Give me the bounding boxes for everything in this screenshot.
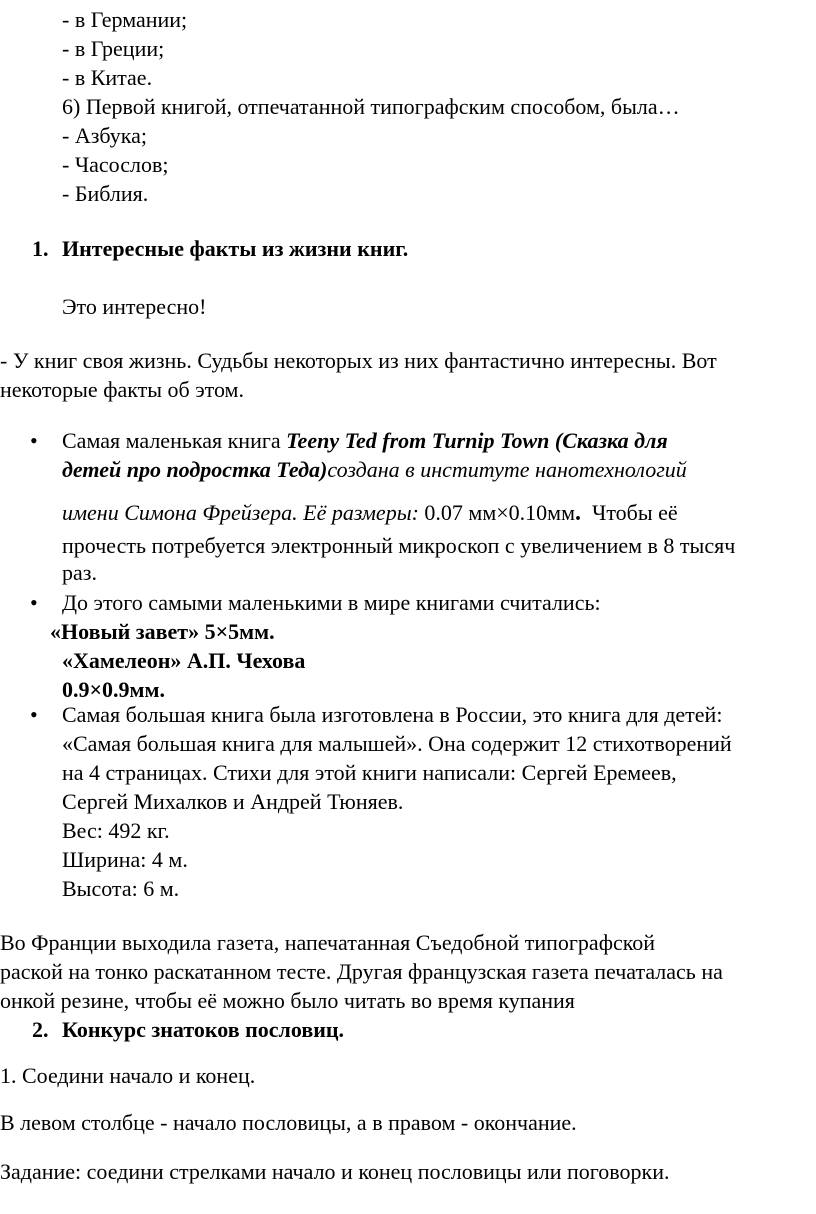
fact3-width: Ширина: 4 м.	[62, 847, 188, 872]
fact3-height: Высота: 6 м.	[62, 876, 180, 901]
fact2-item2: «Хамелеон» А.П. Чехова	[62, 648, 306, 673]
fact3-weight: Вес: 492 кг.	[62, 818, 170, 843]
bullet-fact3: •	[30, 702, 38, 727]
intro-line-1: - У книг своя жизнь. Судьбы некоторых из них фантастично интересны. Вот	[0, 348, 717, 373]
fact3-line3: на 4 страницах. Стихи для этой книги написали: Сергей Еремеев,	[62, 760, 677, 785]
task-2: В левом столбце - начало пословицы, а в правом - окончание.	[0, 1110, 577, 1135]
option-greece: - в Греции;	[62, 36, 165, 61]
fact1-italic-tail: создана в институте нанотехнологий	[327, 457, 687, 482]
fact1-after-size: Чтобы её	[581, 500, 678, 525]
fact1-lead: Самая маленькая книга	[62, 428, 287, 453]
fact2-item1: «Новый завет» 5×5мм.	[50, 619, 275, 644]
france-line-2: раской на тонко раскатанном тесте. Другая французская газета печаталась на	[0, 959, 723, 984]
question-6: 6) Первой книгой, отпечатанной типографским способом, была…	[62, 94, 680, 119]
fact2-item3: 0.9×0.9мм.	[62, 677, 166, 702]
option-china: - в Китае.	[62, 65, 153, 90]
fact1-size: 0.07 мм×0.10мм	[424, 500, 576, 525]
section1-number: 1.	[32, 236, 49, 261]
option-azbuka: - Азбука;	[62, 123, 147, 148]
option-chasoslov: - Часослов;	[62, 152, 169, 177]
fact3-line1: Самая большая книга была изготовлена в России, это книга для детей:	[62, 702, 723, 727]
fact1-line1	[62, 426, 668, 455]
fact1-italic-line3: имени Симона Фрейзера. Её размеры:	[62, 500, 425, 525]
france-line-1: Во Франции выходила газета, напечатанная Съедобной типографской	[0, 930, 656, 955]
fact1-line3	[62, 498, 678, 528]
bullet-fact1: •	[30, 428, 38, 453]
fact1-dot: .	[575, 500, 582, 526]
fact1-line5: раз.	[62, 560, 97, 585]
fact1-book-title-cont: детей про подростка Теда)	[62, 457, 328, 482]
section2-heading: Конкурс знатоков пословиц.	[62, 1017, 345, 1042]
task-1: 1. Соедини начало и конец.	[0, 1063, 256, 1088]
option-germany: - в Германии;	[62, 7, 188, 32]
france-line-3: онкой резине, чтобы её можно было читать во время купания	[0, 988, 575, 1013]
task-3: Задание: соедини стрелками начало и конец пословицы или поговорки.	[0, 1159, 670, 1184]
fact1-line4: прочесть потребуется электронный микроскоп с увеличением в 8 тысяч	[62, 533, 736, 558]
section2-number: 2.	[32, 1017, 49, 1042]
fact3-line2: «Самая большая книга для малышей». Она содержит 12 стихотворений	[62, 731, 732, 756]
section1-subtitle: Это интересно!	[62, 294, 207, 319]
fact1-book-title: Teeny Ted from Turnip Town (Сказка для	[286, 428, 668, 453]
fact3-line4: Сергей Михалков и Андрей Тюняев.	[62, 789, 404, 814]
fact2-text: До этого самыми маленькими в мире книгами считались:	[62, 590, 601, 615]
intro-line-2: некоторые факты об этом.	[0, 377, 244, 402]
option-bible: - Библия.	[62, 181, 149, 206]
section1-heading: Интересные факты из жизни книг.	[62, 236, 409, 261]
fact1-line2	[62, 455, 687, 484]
bullet-fact2: •	[30, 590, 38, 615]
